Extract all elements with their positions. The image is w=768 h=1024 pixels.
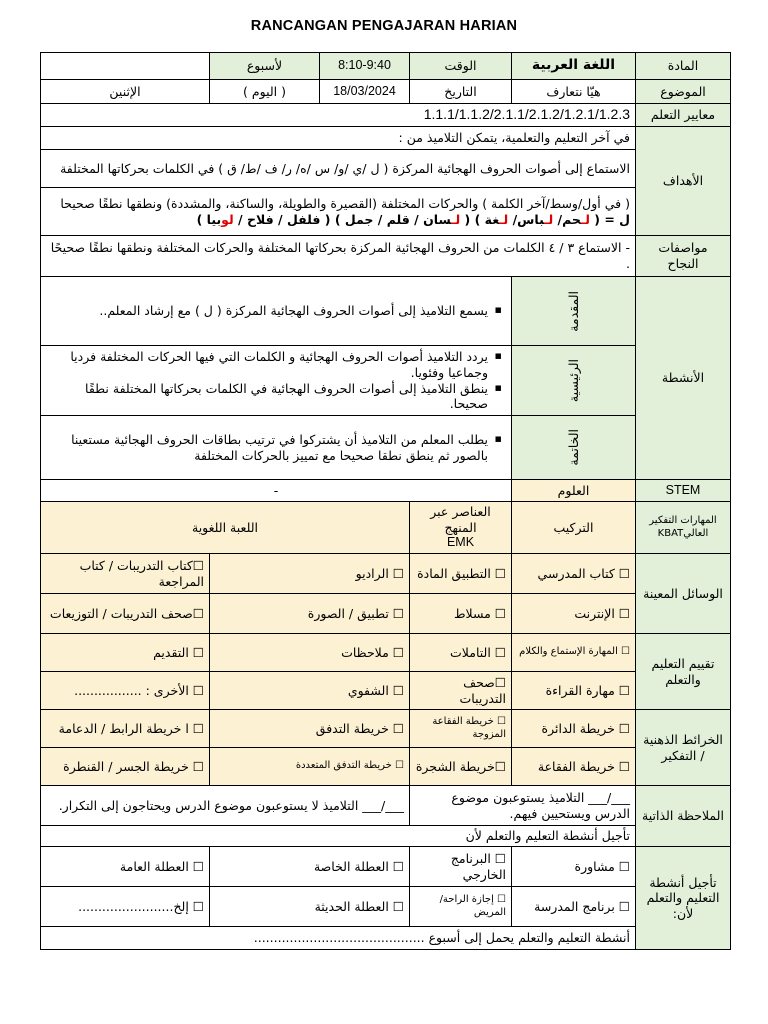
activity-main-text2: ▪ ينطق التلاميذ إلى أصوات الحروف الهجائية في الكلمات بحركاتها المختلفة نطقًا صحيحا.	[46, 381, 488, 412]
aid-workbook[interactable]: ☐كتاب التدريبات / كتاب المراجعة	[41, 554, 210, 594]
activity-closing-text: ▪ يطلب المعلم من التلاميذ أن يشتركوا في ترتيب بطاقات الحروف الهجائية مستعينا بالصور ثم ينطق نطقا صحيحا مع تمييز بالحركات المختلفة	[46, 432, 488, 463]
aid-app-image[interactable]: ☐ تطبيق / الصورة	[210, 594, 410, 634]
activity-main-label: الرئيسية	[565, 358, 581, 403]
postpone-sick-leave[interactable]: ☐ إجازة الراحة/المريض	[410, 887, 512, 927]
activity-closing-cell	[41, 416, 512, 480]
date-value: 18/03/2024	[320, 80, 410, 104]
kbat-col2-cell	[410, 502, 512, 554]
word-lubya: لوبيا	[206, 211, 234, 227]
kbat-label: المهارات التفكير العاليKBAT	[636, 502, 731, 554]
activity-intro-cell	[41, 277, 512, 346]
date-label: التاريخ	[410, 80, 512, 104]
activity-intro-text: ▪ يسمع التلاميذ إلى أصوات الحروف الهجائية المركزة ( ل ) مع إرشاد المعلم..	[46, 303, 488, 319]
aid-radio[interactable]: ☐ الراديو	[210, 554, 410, 594]
postpone-etc[interactable]: ☐ إلخ........................	[41, 887, 210, 927]
activity-intro-label-cell	[512, 277, 636, 346]
day-label: ( اليوم )	[210, 80, 320, 104]
assess-observations[interactable]: ☐ ملاحظات	[210, 634, 410, 672]
aids-label: الوسائل المعينة	[636, 554, 731, 634]
assess-reading[interactable]: ☐ مهارة القراءة	[512, 672, 636, 710]
objectives-label: الأهداف	[636, 127, 731, 236]
day-value: الإثنين	[41, 80, 210, 104]
maps-label: الخرائط الذهنية / التفكير	[636, 710, 731, 786]
lesson-plan-table	[40, 52, 731, 950]
postpone-footer: أنشطة التعليم والتعلم يحمل إلى أسبوع ...........................................	[41, 927, 636, 950]
word-jamal: جمل	[344, 211, 374, 227]
postpone-recent-holiday[interactable]: ☐ العطلة الحديثة	[210, 887, 410, 927]
success-text: - الاستماع ٣ / ٤ الكلمات من الحروف الهجائية المركزة بحركاتها المختلفة والحركات المختلفة ونطقها نطقًا صحيحًا .	[41, 236, 636, 277]
objectives-words-line: ل = ( لـحم/ لـباس/ لـغة ) ( لـسان / قلم / جمل ) ( فلفل / فلاح / لوبيا )	[196, 211, 630, 227]
map-bubble[interactable]: ☐ خريطة الفقاعة	[512, 748, 636, 786]
map-brace[interactable]: ☐ ا خريطة الرابط / الدعامة	[41, 710, 210, 748]
assess-reflections[interactable]: ☐ التاملات	[410, 634, 512, 672]
assess-listening[interactable]: ☐ المهارة الإستماع والكلام	[512, 634, 636, 672]
postpone-label: تأجيل أنشطة التعليم والتعلم لأن:	[636, 847, 731, 950]
aid-projector[interactable]: ☐ مسلاط	[410, 594, 512, 634]
assessment-label: تقييم التعليم والتعلم	[636, 634, 731, 710]
aid-worksheets[interactable]: ☐صحف التدريبات / التوزيعات	[41, 594, 210, 634]
activity-main-cell	[41, 346, 512, 416]
map-circle[interactable]: ☐ خريطة الدائرة	[512, 710, 636, 748]
objectives-detail	[41, 188, 636, 236]
activity-intro-label: المقدمة	[565, 290, 581, 332]
subject-value: اللغة العربية	[512, 53, 636, 80]
assess-worksheets[interactable]: ☐صحف التدريبات	[410, 672, 512, 710]
activity-closing-label: الخاتمة	[565, 429, 581, 466]
reflection-left: ___/___ التلاميذ لا يستوعبون موضوع الدرس ويحتاجون إلى التكرار.	[41, 786, 410, 826]
aid-textbook[interactable]: ☐ كتاب المدرسي	[512, 554, 636, 594]
aid-internet[interactable]: ☐ الإنترنت	[512, 594, 636, 634]
stem-label: STEM	[636, 480, 731, 502]
map-double-bubble[interactable]: ☐ خريطة الفقاعة المزوجة	[410, 710, 512, 748]
reflection-label: الملاحظة الذاتية	[636, 786, 731, 847]
reflection-postpone: تأجيل أنشطة التعليم والتعلم لأن	[41, 826, 636, 847]
word-qalam: قلم	[386, 211, 410, 227]
objectives-intro: في آخر التعليم والتعلمية، يتمكن التلاميذ من :	[41, 127, 636, 150]
stem-value: -	[41, 480, 512, 502]
kbat-col1: التركيب	[512, 502, 636, 554]
week-label: لأسبوع	[210, 53, 320, 80]
map-bridge[interactable]: ☐ خريطة الجسر / القنطرة	[41, 748, 210, 786]
map-multi-flow[interactable]: ☐ خريطة التدفق المتعددة	[210, 748, 410, 786]
word-lahm: لـحم	[562, 211, 590, 227]
standards-label: معايير التعلم	[636, 104, 731, 127]
objectives-letter: ل = (	[594, 211, 630, 227]
word-fallah: فلاح	[246, 211, 274, 227]
map-flow[interactable]: ☐ خريطة التدفق	[210, 710, 410, 748]
postpone-consult[interactable]: ☐ مشاورة	[512, 847, 636, 887]
objectives-line2: ( في أول/وسط/آخر الكلمة ) والحركات المختلفة (القصيرة والطويلة، والساكنة، والمشددة) ونطقها نطقًا صحيحا	[60, 195, 630, 211]
reflection-right: ___/___ التلاميذ يستوعبون موضوع الدرس ويستحيين فيهم.	[410, 786, 636, 826]
map-tree[interactable]: ☐خريطة الشجرة	[410, 748, 512, 786]
postpone-external[interactable]: ☐ البرنامج الخارجي	[410, 847, 512, 887]
assess-oral[interactable]: ☐ الشفوي	[210, 672, 410, 710]
postpone-public-holiday[interactable]: ☐ العطلة العامة	[41, 847, 210, 887]
success-label: مواصفات النجاح	[636, 236, 731, 277]
activity-main-label-cell	[512, 346, 636, 416]
activity-main-text1: ▪ يردد التلاميذ أصوات الحروف الهجائية و الكلمات التي فيها الحركات المختلفة فرديا وجماعيا وفئويا.	[46, 349, 488, 380]
objectives-line1: الاستماع إلى أصوات الحروف الهجائية المركزة ( ل /ي /و/ س /ه/ ر/ ف /ط/ ق ) في الكلمات بحركاتها المختلفة	[41, 150, 636, 188]
week-value	[41, 53, 210, 80]
topic-value: هيّا نتعارف	[512, 80, 636, 104]
standards-value: 1.1.1/1.1.2/2.1.1/2.1.2/1.2.1/1.2.3	[41, 104, 636, 127]
page-title: RANCANGAN PENGAJARAN HARIAN	[250, 18, 518, 34]
aid-app-subject[interactable]: ☐ التطبيق المادة	[410, 554, 512, 594]
topic-label: الموضوع	[636, 80, 731, 104]
kbat-col2b: EMK	[446, 535, 475, 550]
stem-science: العلوم	[512, 480, 636, 502]
word-lisan: لـسان	[423, 211, 461, 227]
assess-presentation[interactable]: ☐ التقديم	[41, 634, 210, 672]
postpone-special-leave[interactable]: ☐ العطلة الخاصة	[210, 847, 410, 887]
time-label: الوقت	[410, 53, 512, 80]
time-value: 8:10-9:40	[320, 53, 410, 80]
kbat-col3: اللعبة اللغوية	[41, 502, 410, 554]
assess-other[interactable]: ☐ الأخرى : .................	[41, 672, 210, 710]
postpone-school-program[interactable]: ☐ برنامج المدرسة	[512, 887, 636, 927]
word-filfil: فلفل	[286, 211, 321, 227]
subject-label: المادة	[636, 53, 731, 80]
activity-closing-label-cell	[512, 416, 636, 480]
word-lugha: لـغة	[484, 211, 509, 227]
word-libas: لـباس	[517, 211, 554, 227]
kbat-col2: العناصر عبر المنهج	[430, 504, 491, 535]
activities-label: الأنشطة	[636, 277, 731, 480]
